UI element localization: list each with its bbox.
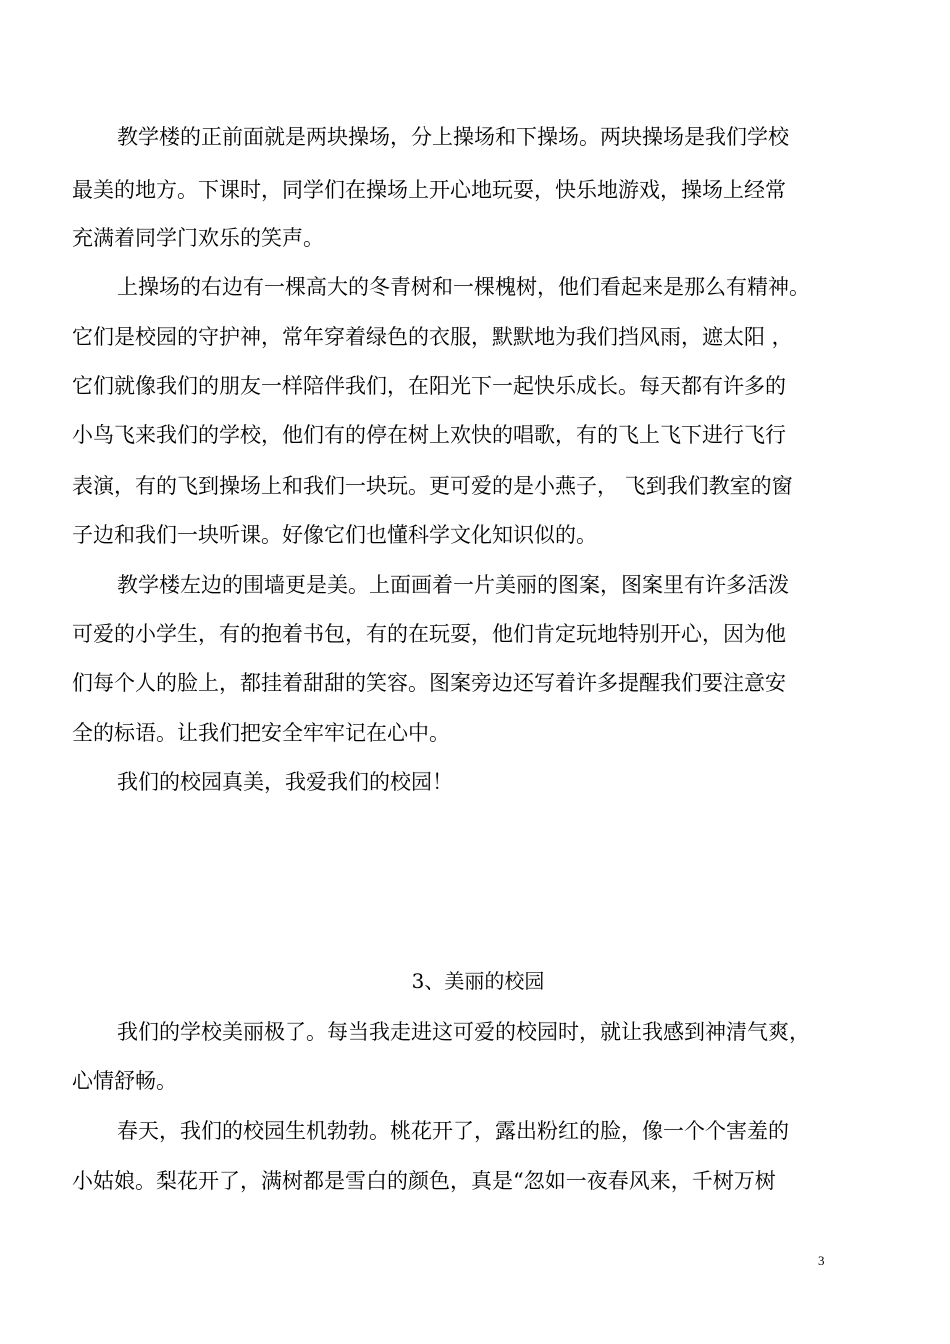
- text-line: 充满着同学门欢乐的笑声。: [72, 226, 324, 250]
- text-line: 全的标语。让我们把安全牢牢记在心中。: [72, 721, 450, 745]
- text-line: 教学楼左边的围墙更是美。上面画着一片美丽的图案，图案里有许多活泼: [117, 573, 789, 597]
- text-line: 小姑娘。梨花开了，满树都是雪白的颜色，真是“忽如一夜春风来，千树万树: [72, 1169, 776, 1193]
- text-line: 子边和我们一块听课。好像它们也懂科学文化知识似的。: [72, 523, 597, 547]
- text-line: 可爱的小学生，有的抱着书包，有的在玩耍，他们肯定玩地特别开心，因为他: [72, 622, 786, 646]
- text-line: 心情舒畅。: [72, 1069, 177, 1093]
- text-line: 上操场的右边有一棵高大的冬青树和一棵槐树，他们看起来是那么有精神。: [117, 275, 810, 299]
- text-line: 春天，我们的校园生机勃勃。桃花开了，露出粉红的脸，像一个个害羞的: [117, 1119, 789, 1143]
- text-line: 小鸟飞来我们的学校，他们有的停在树上欢快的唱歌，有的飞上飞下进行飞行: [72, 423, 786, 447]
- text-line: 表演，有的飞到操场上和我们一块玩。更可爱的是小燕子， 飞到我们教室的窗: [72, 474, 793, 498]
- text-line: 它们是校园的守护神，常年穿着绿色的衣服，默默地为我们挡风雨，遮太阳 ，: [72, 325, 793, 349]
- text-line: 教学楼的正前面就是两块操场，分上操场和下操场。两块操场是我们学校: [117, 125, 789, 149]
- page-number: 3: [818, 1253, 825, 1268]
- text-line: 我们的学校美丽极了。每当我走进这可爱的校园时，就让我感到神清气爽，: [117, 1020, 810, 1044]
- text-line: 它们就像我们的朋友一样陪伴我们，在阳光下一起快乐成长。每天都有许多的: [72, 374, 786, 398]
- text-line: 最美的地方。下课时，同学们在操场上开心地玩耍，快乐地游戏，操场上经常: [72, 178, 786, 202]
- text-line: 我们的校园真美，我爱我们的校园！: [117, 770, 453, 794]
- text-line: 们每个人的脸上，都挂着甜甜的笑容。图案旁边还写着许多提醒我们要注意安: [72, 671, 786, 695]
- section-title: 3、美丽的校园: [411, 969, 545, 993]
